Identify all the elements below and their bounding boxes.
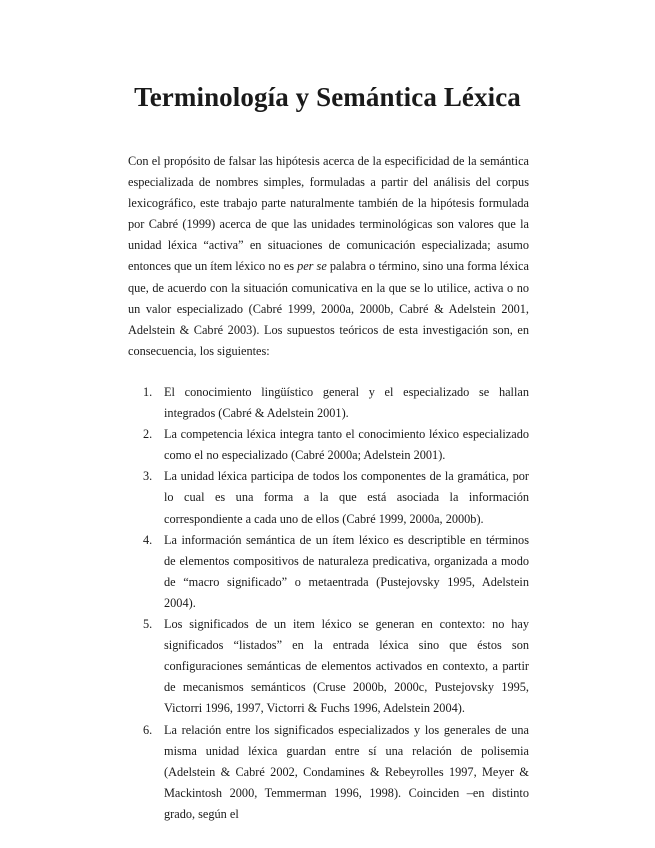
list-item-number: 5. (143, 617, 153, 632)
list-item-text: La información semántica de un ítem léxico es descriptible en términos de elementos compositivos de naturaleza predicativa, organizada a modo de “macro significado” o metaentrada (Pustejovsky 1995, Adelstein 2004). (164, 532, 529, 610)
list-item-number: 2. (143, 427, 153, 442)
page-title: Terminología y Semántica Léxica (134, 82, 521, 112)
intro-text-part2: palabra o término, sino una forma léxica que, de acuerdo con la situación comunicativa en la que se lo utilice, activa o no un valor especializado (Cabré 1999, 2000a, 2000b, Cabré & Adelstein 2001, Adelstein & Cabré 2003). Los supuestos teóricos de esta investigación son, en consecuencia, los siguientes: (128, 259, 529, 358)
list-item (128, 530, 529, 614)
assumptions-list (128, 382, 529, 825)
list-item (128, 466, 529, 529)
list-item-text: La relación entre los significados especializados y los generales de una misma unidad léxica guardan entre sí una relación de polisemia (Adelstein & Cabré 2002, Condamines & Rebeyrolles 1997, Meyer & Mackintosh 2000, Temmerman 1996, 1998). Coinciden –en distinto grado, según el (164, 722, 529, 821)
list-item-text: El conocimiento lingüístico general y el especializado se hallan integrados (Cabré & Adelstein 2001). (164, 385, 529, 421)
list-item-number: 4. (143, 532, 153, 547)
intro-italic-phrase: per se (297, 259, 327, 274)
list-item (128, 720, 529, 825)
list-item (128, 614, 529, 719)
list-item-number: 6. (143, 722, 153, 737)
intro-paragraph (128, 151, 529, 362)
intro-text-part1: Con el propósito de falsar las hipótesis acerca de la especificidad de la semántica especializada de nombres simples, formuladas a partir del análisis del corpus lexicográfico, este trabajo parte naturalmente también de la hipótesis formulada por Cabré (1999) acerca de que las unidades terminológicas son valores que la unidad léxica “activa” en situaciones de comunicación especializada; asumo entonces que un ítem léxico no es (128, 154, 529, 274)
list-item (128, 382, 529, 424)
list-item-text: La unidad léxica participa de todos los componentes de la gramática, por lo cual es una forma a la que está asociada la información correspondiente a cada uno de ellos (Cabré 1999, 2000a, 2000b). (164, 469, 529, 526)
list-item-number: 1. (143, 385, 153, 399)
list-item (128, 424, 529, 466)
list-item-number: 3. (143, 469, 153, 484)
list-item-text: La competencia léxica integra tanto el conocimiento léxico especializado como el no especializado (Cabré 2000a; Adelstein 2001). (164, 427, 529, 463)
list-item-text: Los significados de un item léxico se generan en contexto: no hay significados “listados” en la entrada léxica sino que éstos son configuraciones semánticas de elementos activados en contexto, a partir de mecanismos semánticos (Cruse 2000b, 2000c, Pustejovsky 1995, Victorri 1996, 1997, Victorri & Fuchs 1996, Adelstein 2004). (164, 617, 529, 716)
